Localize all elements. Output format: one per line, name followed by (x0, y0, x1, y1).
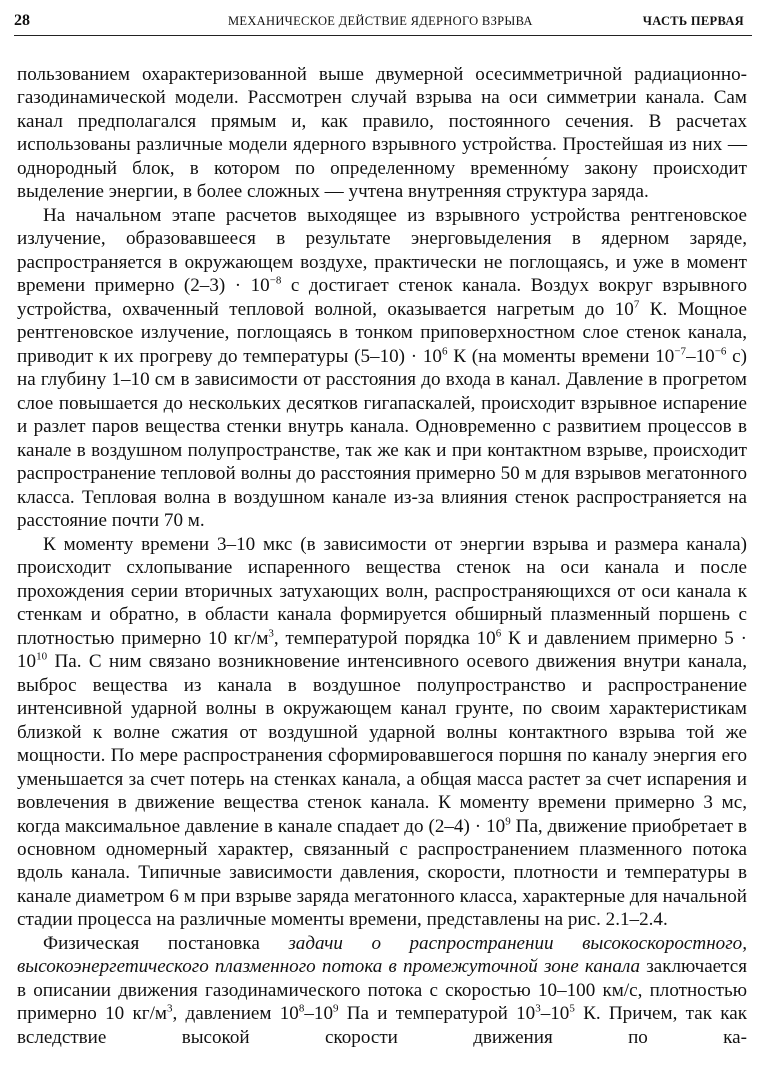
text-run: К моменту времени 3–10 мкс (в зависимости от энергии взрыва и размера канала) происходит схлопывание испаренного вещества стенок на оси канала и после прохождения серии вторичных затухающих волн, распространяющихся от оси канала к стенкам и обратно, в области канала формируется обширный плазменный поршень с плотностью примерно 10 кг/м (17, 533, 747, 649)
exponent: −7 (674, 345, 687, 358)
exponent: 7 (633, 298, 640, 311)
exponent: 9 (332, 1003, 339, 1016)
exponent: 3 (535, 1003, 541, 1016)
exponent: 8 (298, 1003, 305, 1016)
text-run: Па, движение приобретает в основном одномерный характер, связанный с распространением плазменного потока вдоль канала. Типичные зависимости давления, скорости, плотности и температуры в канале диаметром 6 м при взрыве заряда мегатонного класса, характерные для начальной стадии процесса на различные моменты времени, представлены на рис. 2.1–2.4. (17, 815, 747, 931)
running-title: МЕХАНИЧЕСКОЕ ДЕЙСТВИЕ ЯДЕРНОГО ВЗРЫВА (228, 14, 533, 28)
text-run: , давлением 10 (172, 1003, 299, 1025)
text-run: На начальном этапе расчетов выходящее из взрывного устройства рентгеновское излучение, образовавшееся в результате энерговыделения в ядерном заряде, распространяется в окружающем воздухе, практически не поглощаясь, и уже в момент времени примерно (2–3) · 10 (17, 204, 747, 297)
running-header (14, 8, 752, 30)
page-number: 28 (14, 12, 30, 29)
text-run: с достигает стенок канала. Воздух вокруг взрывного устройства, охваченный тепловой волной, оказывается нагретым до 10 (17, 275, 747, 320)
body-text (17, 63, 747, 1049)
text-run: К. Мощное рентгеновское излучение, поглощаясь в тонком приповерхностном слое стенок канала, приводит к их прогреву до температуры (5–10) · 10 (17, 298, 747, 367)
exponent: 6 (495, 627, 502, 640)
text-run: Па и температурой 10 (338, 1003, 536, 1025)
text-run: –10 (540, 1003, 570, 1025)
exponent: 3 (268, 627, 274, 640)
exponent: −6 (714, 345, 727, 358)
exponent: 3 (166, 1003, 173, 1016)
paragraph-4 (17, 932, 747, 1049)
text-run: с) на глубину 1–10 см в зависимости от расстояния до входа в канал. Давление в прогретом слое повышается до нескольких десятков гигапаскалей, происходит взрывное испарение и разлет паров вещества стенки внутрь канала. Одновременно с развитием процессов в канале в воздушном полупространстве, так же как и при контактном взрыве, происходит распространение тепловой волны до расстояния примерно 50 м для взрывов мегатонного класса. Тепловая волна в воздушном канале из-за влияния стенок распространяется на расстояние почти 70 м. (17, 345, 748, 532)
text-run: Физическая постановка (43, 932, 289, 954)
part-label: ЧАСТЬ ПЕРВАЯ (642, 14, 744, 28)
paragraph-1: пользованием охарактеризованной выше двумерной осесимметричной радиационно-газодинамической модели. Рассмотрен случай взрыва на оси симметрии канала. Сам канал предполагался прямым и, как правило, постоянного сечения. В расчетах использованы различные модели ядерного взрывного устройства. Простейшая из них — однородный блок, в котором по определенному временно́му закону происходит выделение энергии, в более сложных — учтена внутренняя структура заряда. (17, 64, 747, 203)
exponent: 10 (36, 650, 48, 663)
header-rule (14, 35, 752, 36)
exponent: −8 (269, 275, 282, 287)
paragraph-2 (17, 204, 747, 533)
exponent: 6 (441, 345, 448, 358)
paragraph-3 (17, 533, 747, 932)
text-run: К (на моменты времени 10 (447, 345, 675, 367)
text-run: К. Причем, так как вследствие высокой скорости движения по ка- (17, 1003, 747, 1048)
text-run: Па. С ним связано возникновение интенсивного осевого движения внутри канала, выброс вещества из канала в воздушное полупространство и распространение интенсивной ударной волны в окружающем канал грунте, по своим характеристикам близкой к волне сжатия от воздушной ударной волны контактного взрыва той же мощности. По мере распространения сформировавшегося поршня по каналу энергия его уменьшается за счет потерь на стенках канала, а общая масса растет за счет испарения и вовлечения в движение вещества стенок канала. К моменту времени примерно 3 мс, когда максимальное давление в канале спадает до (2–4) · 10 (17, 651, 747, 837)
text-run: заключается в описании движения газодинамического потока с скоростью 10–100 км/с, плотностью примерно 10 кг/м (17, 956, 747, 1025)
italic-term: задачи о распространении высокоскоростного, высокоэнергетического плазменного потока в промежуточной зоне канала (17, 932, 747, 978)
text-run: –10 (686, 345, 715, 367)
text-run: –10 (304, 1003, 333, 1025)
text-run: , температурой порядка 10 (273, 627, 496, 649)
exponent: 9 (505, 815, 511, 828)
exponent: 5 (569, 1003, 575, 1016)
text-run: К и давлением примерно 5 · 10 (17, 627, 747, 673)
